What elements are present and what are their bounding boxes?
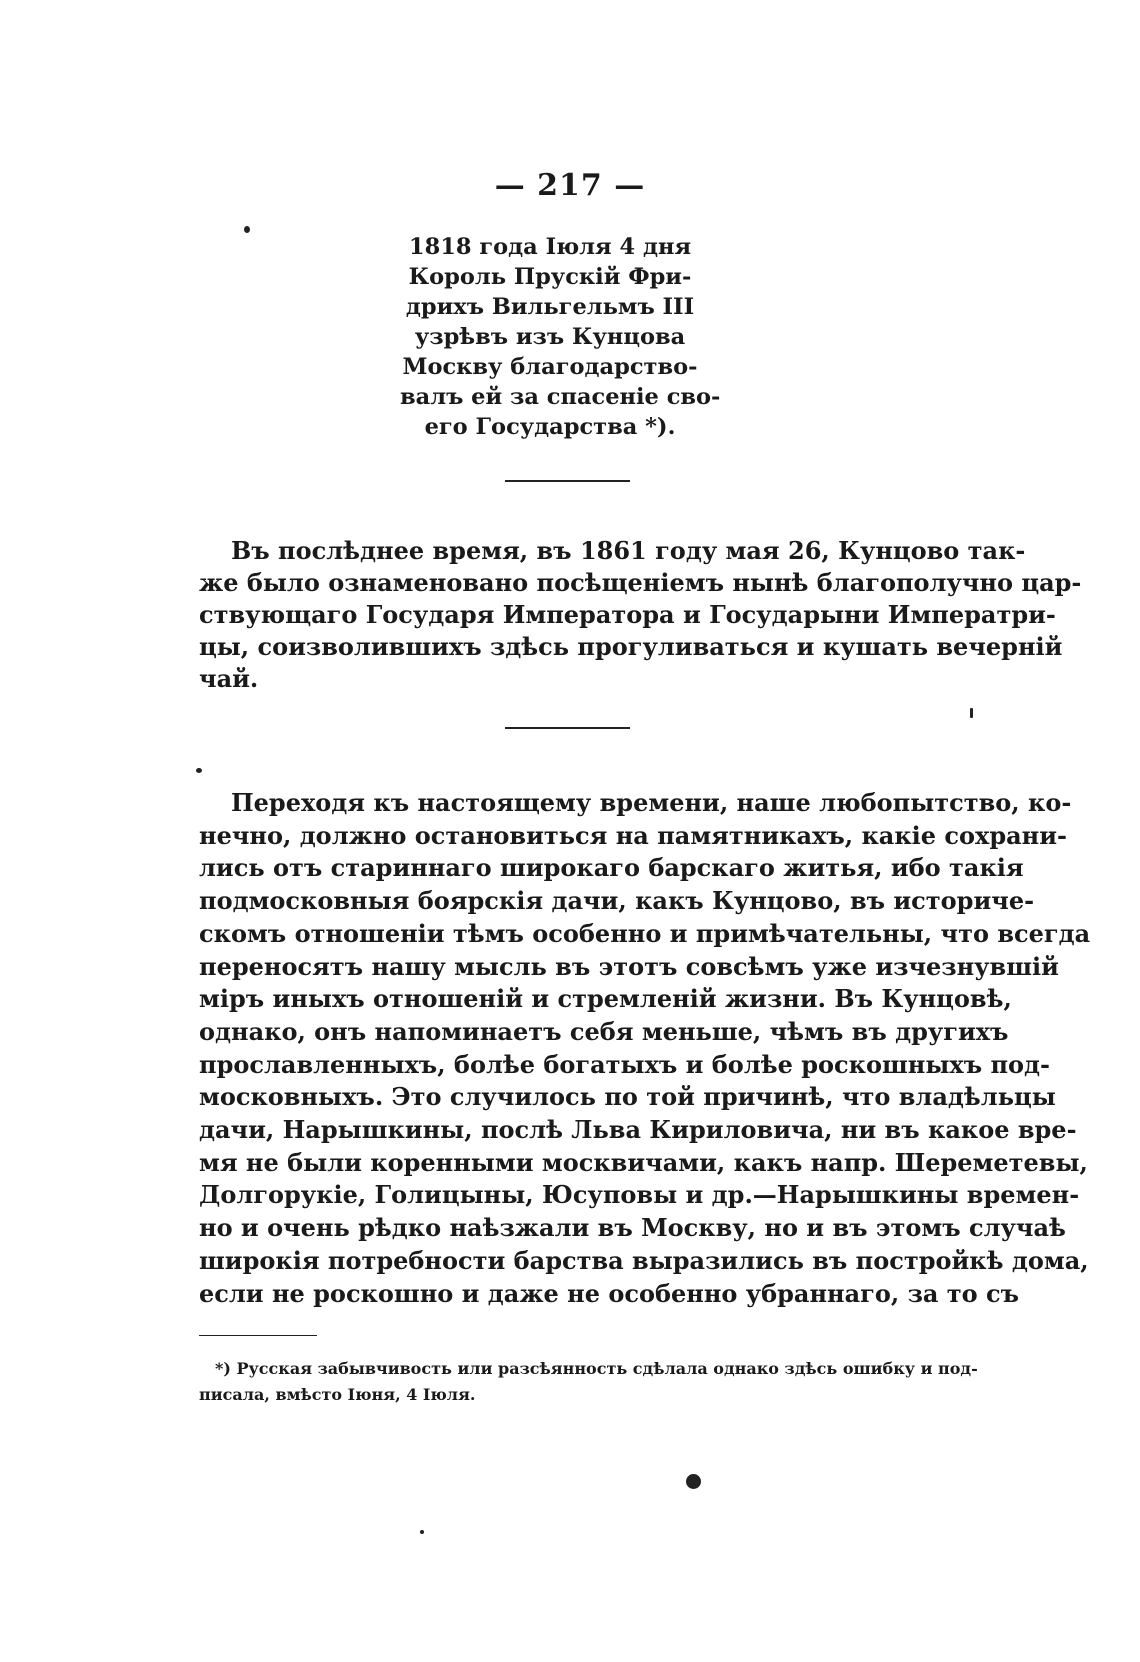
text-line: міръ иныхъ отношеній и стремленій жизни. Въ Кунцовѣ, (199, 984, 1012, 1014)
inscription-line: Король Прускій Фри- (408, 264, 692, 290)
text-line: цы, соизволившихъ здѣсь прогуливаться и кушать вечерній (199, 632, 1063, 661)
text-line: Долгорукіе, Голицыны, Юсуповы и др.—Нарышкины времен- (199, 1180, 1080, 1210)
text-line: московныхъ. Это случилось по той причинѣ, что владѣльцы (199, 1082, 1056, 1112)
text-line: же было ознаменовано посѣщеніемъ нынѣ благополучно цар- (199, 568, 1082, 597)
footnote-line: писала, вмѣсто Іюня, 4 Іюля. (199, 1385, 476, 1404)
text-line: чай. (199, 664, 259, 693)
text-line: однако, онъ напоминаетъ себя меньше, чѣмъ въ другихъ (199, 1016, 1009, 1046)
text-line: прославленныхъ, болѣе богатыхъ и болѣе роскошныхъ под- (199, 1049, 1051, 1079)
paragraph-monuments (199, 787, 1091, 1310)
text-line: но и очень рѣдко наѣзжали въ Москву, но и въ этомъ случаѣ (199, 1213, 1066, 1243)
ink-speck (244, 226, 250, 233)
text-line: ствующаго Государя Императора и Государыни Императри- (199, 600, 1056, 629)
footnote (199, 1356, 978, 1408)
inscription-line: его Государства *). (424, 414, 676, 440)
text-line: Переходя къ настоящему времени, наше любопытство, ко- (231, 788, 1072, 817)
inscription-block (400, 232, 721, 442)
inscription-line: дрихъ Вильгельмъ III (405, 294, 695, 320)
section-divider (505, 727, 630, 729)
text-line: переносятъ нашу мысль въ этотъ совсѣмъ уже изчезнувшій (199, 951, 1059, 981)
ink-speck (970, 708, 973, 718)
inscription-line: 1818 года Іюля 4 дня (408, 234, 692, 260)
inscription-line: узрѣвъ изъ Кунцова (414, 324, 686, 350)
text-line: нечно, должно остановиться на памятникахъ, какіе сохрани- (199, 820, 1067, 850)
text-line: мя не были коренными москвичами, какъ напр. Шереметевы, (199, 1147, 1088, 1177)
ink-speck (420, 1530, 424, 1534)
text-line: Въ послѣднее время, въ 1861 году мая 26, Кунцово так- (231, 536, 1026, 565)
text-line: если не роскошно и даже не особенно убраннаго, за то съ (199, 1278, 1020, 1308)
footnote-divider (199, 1335, 317, 1336)
paragraph-1861-visit (199, 535, 1082, 695)
page-number: — 217 — (494, 168, 646, 203)
inscription-line: Москву благодарство- (402, 354, 698, 380)
text-line: широкія потребности барства выразились въ постройкѣ дома, (199, 1245, 1089, 1275)
inscription-line: валъ ей за спасеніе сво- (400, 384, 721, 410)
ink-speck (196, 768, 202, 773)
text-line: дачи, Нарышкины, послѣ Льва Кириловича, ни въ какое вре- (199, 1115, 1077, 1145)
text-line: подмосковныя боярскія дачи, какъ Кунцово, въ историче- (199, 886, 1035, 916)
text-line: скомъ отношеніи тѣмъ особенно и примѣчательны, что всегда (199, 918, 1091, 948)
ink-speck (686, 1474, 701, 1489)
footnote-line: *) Русская забывчивость или разсѣянность сдѣлала однако здѣсь ошибку и под- (215, 1359, 978, 1378)
text-line: лись отъ стариннаго широкаго барскаго житья, ибо такія (199, 853, 1024, 883)
section-divider (505, 480, 630, 482)
